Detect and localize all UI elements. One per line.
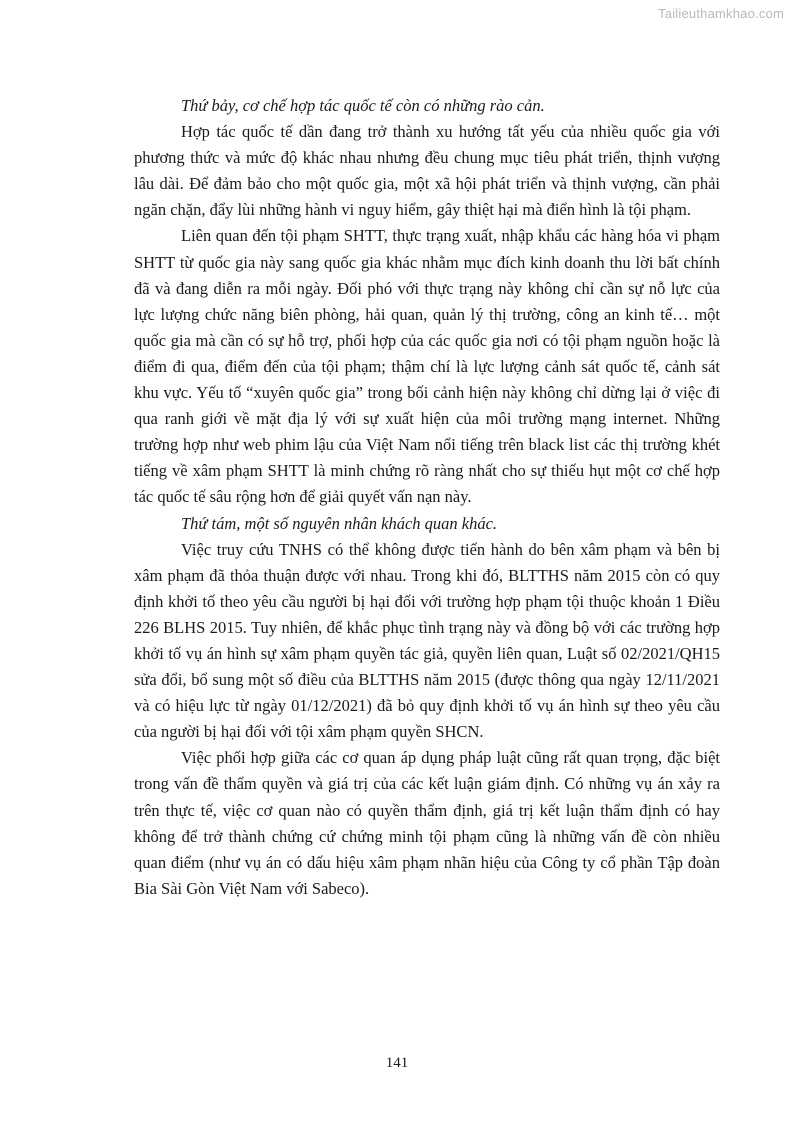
heading-eighth-reason: Thứ tám, một số nguyên nhân khách quan khác. [181, 513, 498, 533]
paragraph-criminal-liability: Việc truy cứu TNHS có thể không được tiến hành do bên xâm phạm và bên bị xâm phạm đã thỏa thuận được với nhau. Trong khi đó, BLTTHS năm 2015 còn có quy định khởi tố theo yêu cầu người bị hại đối với trường hợp phạm tội thuộc khoản 1 Điều 226 BLHS 2015. Tuy nhiên, để khắc phục tình trạng này và đồng bộ với các trường hợp khởi tố vụ án hình sự xâm phạm quyền tác giả, quyền liên quan, Luật số 02/2021/QH15 sửa đổi, bổ sung một số điều của BLTTHS năm 2015 (được thông qua ngày 12/11/2021 và có hiệu lực từ ngày 01/12/2021) đã bỏ quy định khởi tố vụ án hình sự theo yêu cầu của người bị hại đối với tội xâm phạm quyền SHCN. [134, 539, 720, 742]
document-body [134, 93, 720, 902]
page-number: 141 [385, 1055, 409, 1071]
paragraph-agency-coordination: Việc phối hợp giữa các cơ quan áp dụng pháp luật cũng rất quan trọng, đặc biệt trong vấn đề thẩm quyền và giá trị của các kết luận giám định. Có những vụ án xảy ra trên thực tế, việc cơ quan nào có quyền thẩm định, giá trị kết luận thẩm định có hay không để trở thành chứng cứ chứng minh tội phạm cũng là những vấn đề còn nhiều quan điểm (như vụ án có dấu hiệu xâm phạm nhãn hiệu của Công ty cổ phần Tập đoàn Bia Sài Gòn Việt Nam với Sabeco). [134, 748, 720, 898]
paragraph-ip-crime: Liên quan đến tội phạm SHTT, thực trạng xuất, nhập khẩu các hàng hóa vi phạm SHTT từ quốc gia này sang quốc gia khác nhằm mục đích kinh doanh thu lời bất chính đã và đang diễn ra mỗi ngày. Đối phó với thực trạng này không chỉ cần sự nỗ lực của lực lượng chức năng biên phòng, hải quan, quản lý thị trường, công an kinh tế… một quốc gia mà cần có sự hỗ trợ, phối hợp của các quốc gia nơi có tội phạm nguồn hoặc là điểm đi qua, điểm đến của tội phạm; thậm chí là lực lượng cảnh sát quốc tế, cảnh sát khu vực. Yếu tố “xuyên quốc gia” trong bối cảnh hiện này không chỉ dừng lại ở việc đi qua ranh giới về mặt địa lý với sự xuất hiện của môi trường mạng internet. Những trường hợp như web phim lậu của Việt Nam nổi tiếng trên black list các thị trường khét tiếng về xâm phạm SHTT là minh chứng rõ ràng nhất cho sự thiếu hụt một cơ chế hợp tác quốc tế sâu rộng hơn để giải quyết vấn nạn này. [134, 226, 720, 507]
heading-seventh-reason: Thứ bảy, cơ chế hợp tác quốc tế còn có những rào cản. [181, 96, 545, 115]
paragraph-international-cooperation: Hợp tác quốc tế dần đang trở thành xu hướng tất yếu của nhiều quốc gia với phương thức và mức độ khác nhau nhưng đều chung mục tiêu phát triển, thịnh vượng lâu dài. Để đảm bảo cho một quốc gia, một xã hội phát triển và thịnh vượng, cần phải ngăn chặn, đẩy lùi những hành vi nguy hiểm, gây thiệt hại mà điển hình là tội phạm. [134, 122, 720, 220]
watermark-text: Tailieuthamkhao.com [658, 6, 784, 21]
